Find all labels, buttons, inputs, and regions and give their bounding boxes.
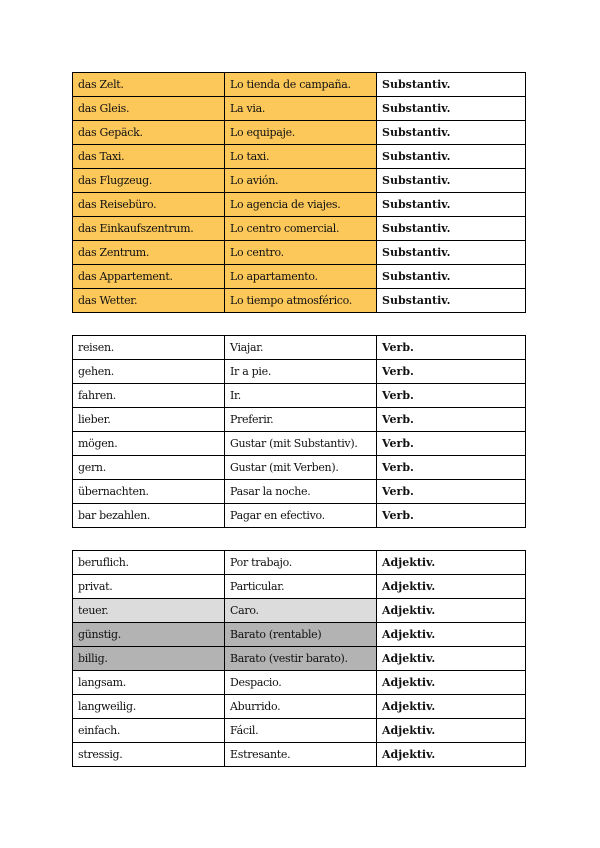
word-type-cell: Verb. bbox=[377, 384, 526, 408]
word-type-cell: Substantiv. bbox=[377, 289, 526, 313]
word-type-cell: Adjektiv. bbox=[377, 719, 526, 743]
german-word-cell: reisen. bbox=[73, 336, 225, 360]
word-type-cell: Verb. bbox=[377, 336, 526, 360]
table-row bbox=[73, 121, 526, 145]
verbs-table bbox=[72, 335, 526, 528]
german-word-cell: das Flugzeug. bbox=[73, 169, 225, 193]
adjectives-table bbox=[72, 550, 526, 767]
spanish-translation-cell: Aburrido. bbox=[225, 695, 377, 719]
word-type-cell: Substantiv. bbox=[377, 73, 526, 97]
german-word-cell: gern. bbox=[73, 456, 225, 480]
table-row bbox=[73, 289, 526, 313]
german-word-cell: das Appartement. bbox=[73, 265, 225, 289]
table-row bbox=[73, 719, 526, 743]
german-word-cell: lieber. bbox=[73, 408, 225, 432]
spanish-translation-cell: Lo avión. bbox=[225, 169, 377, 193]
spanish-translation-cell: Lo apartamento. bbox=[225, 265, 377, 289]
spanish-translation-cell: Lo tienda de campaña. bbox=[225, 73, 377, 97]
table-row bbox=[73, 599, 526, 623]
word-type-cell: Verb. bbox=[377, 360, 526, 384]
spanish-translation-cell: Gustar (mit Substantiv). bbox=[225, 432, 377, 456]
spanish-translation-cell: Lo centro. bbox=[225, 241, 377, 265]
german-word-cell: fahren. bbox=[73, 384, 225, 408]
word-type-cell: Substantiv. bbox=[377, 217, 526, 241]
spanish-translation-cell: Pagar en efectivo. bbox=[225, 504, 377, 528]
german-word-cell: stressig. bbox=[73, 743, 225, 767]
spanish-translation-cell: Viajar. bbox=[225, 336, 377, 360]
spanish-translation-cell: Lo tiempo atmosférico. bbox=[225, 289, 377, 313]
spanish-translation-cell: Gustar (mit Verben). bbox=[225, 456, 377, 480]
table-row bbox=[73, 647, 526, 671]
spanish-translation-cell: Barato (rentable) bbox=[225, 623, 377, 647]
german-word-cell: günstig. bbox=[73, 623, 225, 647]
table-row bbox=[73, 504, 526, 528]
german-word-cell: das Gepäck. bbox=[73, 121, 225, 145]
word-type-cell: Adjektiv. bbox=[377, 695, 526, 719]
german-word-cell: mögen. bbox=[73, 432, 225, 456]
word-type-cell: Substantiv. bbox=[377, 121, 526, 145]
word-type-cell: Verb. bbox=[377, 408, 526, 432]
word-type-cell: Verb. bbox=[377, 456, 526, 480]
table-row bbox=[73, 456, 526, 480]
table-row bbox=[73, 408, 526, 432]
german-word-cell: privat. bbox=[73, 575, 225, 599]
nouns-table bbox=[72, 72, 526, 313]
spanish-translation-cell: Fácil. bbox=[225, 719, 377, 743]
german-word-cell: übernachten. bbox=[73, 480, 225, 504]
german-word-cell: das Taxi. bbox=[73, 145, 225, 169]
word-type-cell: Adjektiv. bbox=[377, 551, 526, 575]
spanish-translation-cell: Lo equipaje. bbox=[225, 121, 377, 145]
german-word-cell: das Zelt. bbox=[73, 73, 225, 97]
table-row bbox=[73, 695, 526, 719]
word-type-cell: Adjektiv. bbox=[377, 599, 526, 623]
german-word-cell: das Gleis. bbox=[73, 97, 225, 121]
spanish-translation-cell: Despacio. bbox=[225, 671, 377, 695]
german-word-cell: beruflich. bbox=[73, 551, 225, 575]
word-type-cell: Adjektiv. bbox=[377, 575, 526, 599]
german-word-cell: das Wetter. bbox=[73, 289, 225, 313]
table-row bbox=[73, 145, 526, 169]
spanish-translation-cell: Ir. bbox=[225, 384, 377, 408]
spanish-translation-cell: Caro. bbox=[225, 599, 377, 623]
german-word-cell: das Zentrum. bbox=[73, 241, 225, 265]
table-row bbox=[73, 575, 526, 599]
table-row bbox=[73, 265, 526, 289]
german-word-cell: billig. bbox=[73, 647, 225, 671]
table-row bbox=[73, 384, 526, 408]
word-type-cell: Substantiv. bbox=[377, 193, 526, 217]
spanish-translation-cell: Particular. bbox=[225, 575, 377, 599]
word-type-cell: Adjektiv. bbox=[377, 647, 526, 671]
german-word-cell: langweilig. bbox=[73, 695, 225, 719]
german-word-cell: teuer. bbox=[73, 599, 225, 623]
german-word-cell: bar bezahlen. bbox=[73, 504, 225, 528]
word-type-cell: Substantiv. bbox=[377, 265, 526, 289]
spanish-translation-cell: Por trabajo. bbox=[225, 551, 377, 575]
table-row bbox=[73, 336, 526, 360]
word-type-cell: Substantiv. bbox=[377, 97, 526, 121]
table-row bbox=[73, 743, 526, 767]
word-type-cell: Verb. bbox=[377, 504, 526, 528]
table-row bbox=[73, 241, 526, 265]
table-row bbox=[73, 97, 526, 121]
table-row bbox=[73, 169, 526, 193]
table-row bbox=[73, 671, 526, 695]
word-type-cell: Verb. bbox=[377, 480, 526, 504]
german-word-cell: gehen. bbox=[73, 360, 225, 384]
german-word-cell: das Einkaufszentrum. bbox=[73, 217, 225, 241]
spanish-translation-cell: Lo centro comercial. bbox=[225, 217, 377, 241]
word-type-cell: Substantiv. bbox=[377, 241, 526, 265]
spanish-translation-cell: Ir a pie. bbox=[225, 360, 377, 384]
word-type-cell: Adjektiv. bbox=[377, 623, 526, 647]
table-row bbox=[73, 360, 526, 384]
spanish-translation-cell: Pasar la noche. bbox=[225, 480, 377, 504]
word-type-cell: Substantiv. bbox=[377, 169, 526, 193]
word-type-cell: Substantiv. bbox=[377, 145, 526, 169]
word-type-cell: Adjektiv. bbox=[377, 671, 526, 695]
table-row bbox=[73, 432, 526, 456]
table-row bbox=[73, 193, 526, 217]
german-word-cell: langsam. bbox=[73, 671, 225, 695]
spanish-translation-cell: Lo agencia de viajes. bbox=[225, 193, 377, 217]
word-type-cell: Verb. bbox=[377, 432, 526, 456]
table-row bbox=[73, 623, 526, 647]
table-row bbox=[73, 217, 526, 241]
german-word-cell: einfach. bbox=[73, 719, 225, 743]
spanish-translation-cell: Lo taxi. bbox=[225, 145, 377, 169]
spanish-translation-cell: Barato (vestir barato). bbox=[225, 647, 377, 671]
spanish-translation-cell: Preferir. bbox=[225, 408, 377, 432]
table-row bbox=[73, 551, 526, 575]
table-row bbox=[73, 73, 526, 97]
table-row bbox=[73, 480, 526, 504]
spanish-translation-cell: Estresante. bbox=[225, 743, 377, 767]
word-type-cell: Adjektiv. bbox=[377, 743, 526, 767]
german-word-cell: das Reisebüro. bbox=[73, 193, 225, 217]
spanish-translation-cell: La via. bbox=[225, 97, 377, 121]
